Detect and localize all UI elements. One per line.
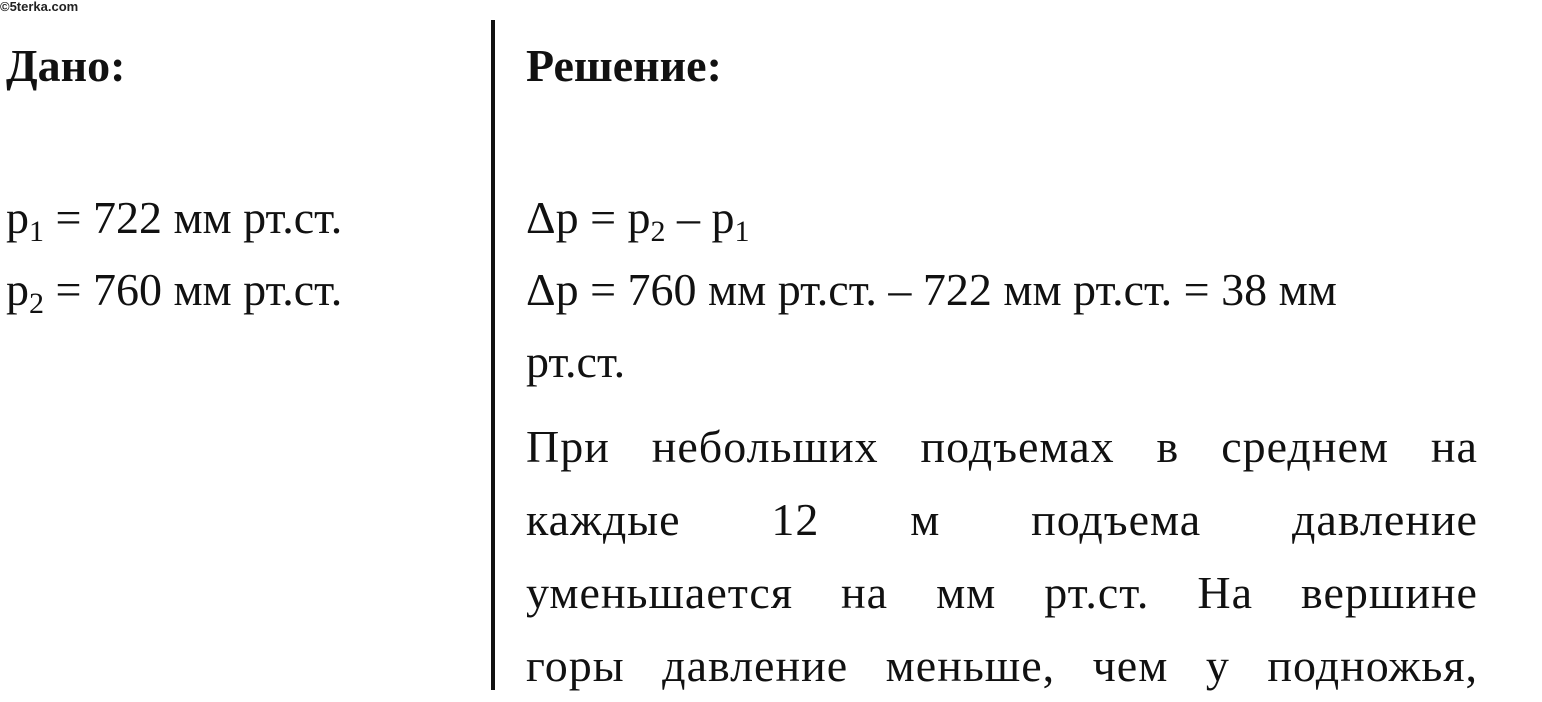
paragraph-word: у <box>1205 640 1230 691</box>
paragraph-word: небольших <box>651 421 879 472</box>
paragraph-word: При <box>526 421 610 472</box>
solution-paragraph <box>526 410 1478 702</box>
solution-calc-line-2: рт.ст. <box>526 336 626 387</box>
paragraph-word: уменьшается <box>526 567 794 618</box>
paragraph-word: рт.ст. <box>1044 567 1150 618</box>
formula-lhs: Δp = p <box>526 192 651 243</box>
paragraph-word: горы <box>526 640 625 691</box>
paragraph-word: 12 <box>771 494 820 545</box>
given-p1-index: 1 <box>29 215 44 248</box>
paragraph-word: вершине <box>1301 567 1478 618</box>
paragraph-word: подъема <box>1031 494 1202 545</box>
given-p1 <box>6 192 343 248</box>
formula-minus: – p <box>665 192 735 243</box>
paragraph-word: на <box>841 567 889 618</box>
given-p2-symbol: p <box>6 264 29 315</box>
paragraph-word: м <box>910 494 941 545</box>
paragraph-word: в <box>1156 421 1180 472</box>
paragraph-word: каждые <box>526 494 681 545</box>
given-p1-symbol: p <box>6 192 29 243</box>
paragraph-word: мм <box>936 567 997 618</box>
paragraph-word: среднем <box>1221 421 1389 472</box>
watermark-text: ©5terka.com <box>0 0 79 14</box>
paragraph-word: подъемах <box>920 421 1115 472</box>
given-p2-index: 2 <box>29 287 44 320</box>
paragraph-word: подножья, <box>1267 640 1478 691</box>
solution-formula <box>526 192 750 248</box>
column-divider <box>491 20 495 690</box>
paragraph-word: чем <box>1092 640 1169 691</box>
given-p2-value: = 760 мм рт.ст. <box>44 264 343 315</box>
paragraph-word: На <box>1197 567 1254 618</box>
paragraph-line <box>526 629 1478 702</box>
paragraph-line <box>526 556 1478 629</box>
given-p1-value: = 722 мм рт.ст. <box>44 192 343 243</box>
given-p2 <box>6 264 343 320</box>
paragraph-word: меньше, <box>885 640 1056 691</box>
paragraph-word: давление <box>662 640 849 691</box>
formula-index-2: 2 <box>650 215 666 248</box>
formula-index-1: 1 <box>734 215 750 248</box>
solution-calc-line-1: Δp = 760 мм рт.ст. – 722 мм рт.ст. = 38 мм <box>526 264 1337 315</box>
solution-heading: Решение: <box>526 40 722 91</box>
paragraph-line <box>526 410 1478 483</box>
paragraph-word: на <box>1430 421 1478 472</box>
paragraph-line <box>526 483 1478 556</box>
paragraph-word: давление <box>1292 494 1478 545</box>
given-heading: Дано: <box>6 40 126 91</box>
